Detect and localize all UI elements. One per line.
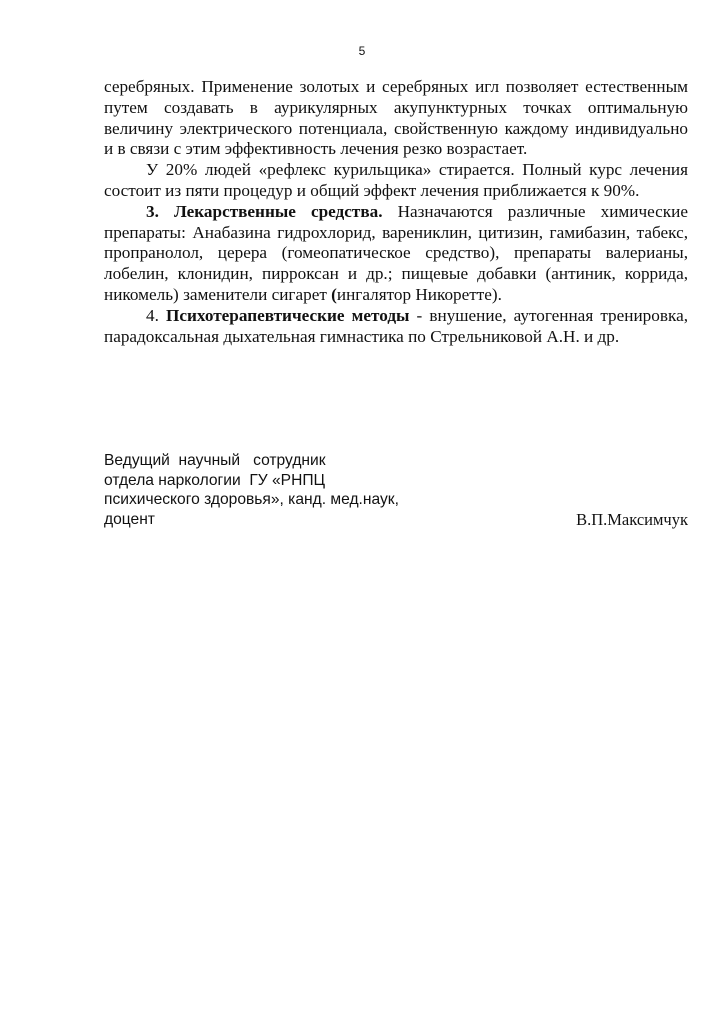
paragraph-smoker-reflex: У 20% людей «рефлекс курильщика» стирается. Полный курс лечения состоит из пяти процедур и общий эффект лечения приближается к 90%. [104,160,688,200]
paragraph-acupuncture: серебряных. Применение золотых и серебряных игл позволяет естественным путем создавать в аурикулярных акупунктурных точках оптимальную величину электрического потенциала, свойственную каждому индивидуально и в связи с этим эффективность лечения резко возрастает. [104,77,688,159]
signature-last-row [104,510,688,530]
signature-department: отдела наркологии ГУ «РНПЦ [104,471,326,489]
medications-bold-paren: ( [331,284,337,304]
psychotherapy-number: 4. [146,305,167,325]
paragraph-psychotherapy [104,306,688,348]
signature-position: Ведущий научный сотрудник [104,452,326,469]
paragraph-medications [104,202,688,306]
signature-degree: психического здоровья», канд. мед.наук, [104,491,399,508]
medications-text: Назначаются различные химические препараты: Анабазина гидрохлорид, варениклин, цитизин, гамибазин, табекс, пропранолол, церера (гомеопатическое средство), препараты валерианы, лобелин, клонидин, пирроксан и др.; пищевые добавки (антиник, коррида, никомель) заменители сигарет [104,201,688,304]
medications-heading: 3. Лекарственные средства. [146,201,383,221]
document-body [104,77,688,347]
psychotherapy-heading: Психотерапевтические методы [166,305,410,325]
page-number: 5 [358,44,366,58]
medications-tail: ингалятор Никоретте). [336,284,502,304]
signer-name: В.П.Максимчук [576,509,688,529]
psychotherapy-text: - внушение, аутогенная тренировка, парадоксальная дыхательная гимнастика по Стрельниковой А.Н. и др. [104,305,688,346]
signature-block [104,451,688,529]
signature-title: доцент [104,510,155,528]
